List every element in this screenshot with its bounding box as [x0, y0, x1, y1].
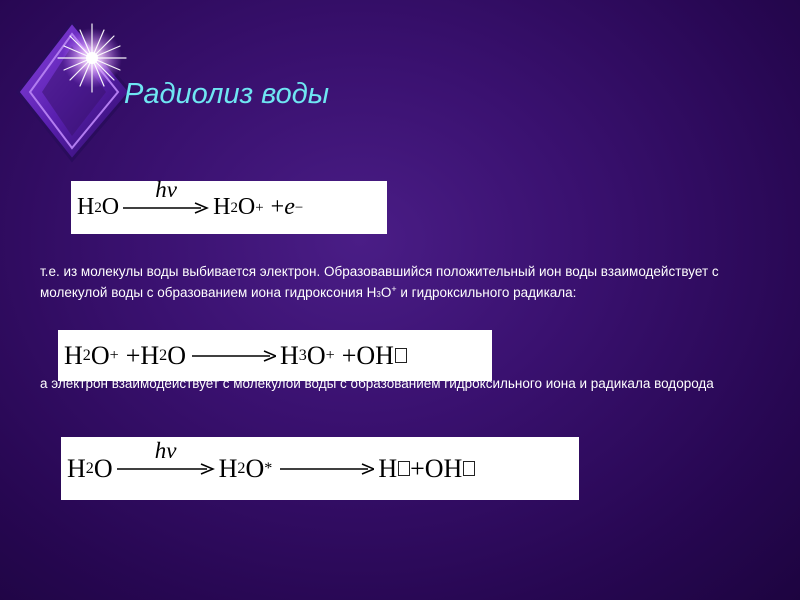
paragraph-electron-interaction: а электрон взаимодействует с молекулой воды с образованием гидроксильного иона и радикала водорода — [40, 376, 714, 391]
radical-dot-icon — [395, 348, 407, 363]
equation-water-ionization: H 2 O hν H 2 O + + e − — [71, 181, 387, 234]
radical-dot-icon — [398, 461, 410, 476]
arrow-label: hν — [154, 437, 177, 463]
paragraph-ion-interaction: т.е. из молекулы воды выбивается электрон. Образовавшийся положительный ион воды взаимодействует с молекулой воды с образованием иона гидроксония Н3О+ и гидроксильного радикала: — [40, 264, 719, 300]
arrow-label: hν — [155, 176, 177, 202]
radical-dot-icon — [463, 461, 475, 476]
reaction-arrow — [123, 176, 209, 215]
reaction-arrow — [117, 437, 215, 476]
reaction-arrow — [190, 349, 276, 363]
reaction-arrow — [276, 462, 374, 476]
slide-title: Радиолиз воды — [124, 78, 330, 110]
equation-excitation-dissociation: H 2 O hν H 2 O * H + OH — [61, 437, 579, 500]
equation-hydronium-formation: H 2 O + + H 2 O H 3 O + + OH — [58, 330, 492, 381]
